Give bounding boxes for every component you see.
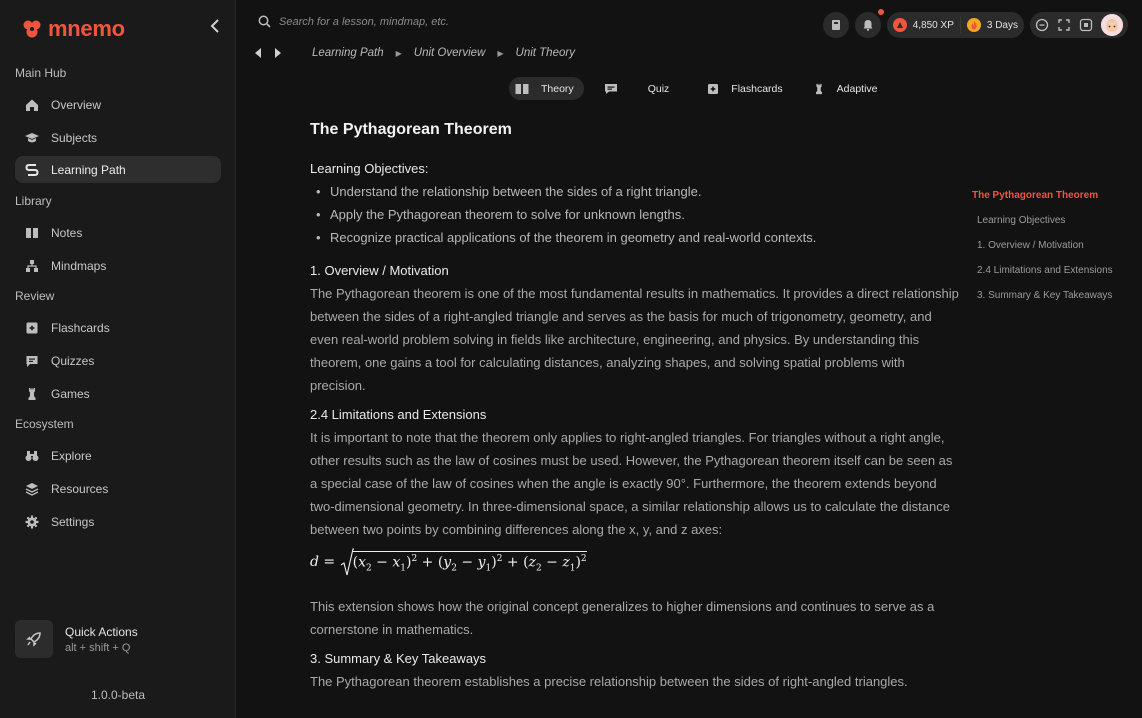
sidebar-item-label: Resources: [51, 481, 109, 496]
flame-icon: [967, 18, 981, 32]
notification-dot: [878, 9, 884, 15]
toc-item-objectives[interactable]: Learning Objectives: [977, 215, 1066, 226]
toc-item-summary[interactable]: 3. Summary & Key Takeaways: [977, 290, 1113, 301]
gear-icon: [25, 515, 39, 529]
app-version: 1.0.0-beta: [90, 688, 146, 702]
home-icon: [25, 98, 39, 112]
fullscreen-icon[interactable]: [1057, 18, 1071, 32]
sidebar-item-label: Quizzes: [51, 353, 95, 368]
tab-adaptive[interactable]: [807, 77, 888, 100]
sidebar-item-label: Flashcards: [51, 320, 110, 335]
tab-label: Adaptive: [836, 82, 878, 95]
notifications-button[interactable]: [855, 12, 881, 38]
toc-item-overview[interactable]: 1. Overview / Motivation: [977, 240, 1084, 251]
bell-icon: [862, 19, 874, 31]
streak-value: 3 Days: [986, 19, 1018, 31]
section-text-limitations: It is important to note that the theorem only applies to right-angled triangles. For triangles without a right angle, other results such as the law of cosines must be used. However, the Pythagorean theorem itself can be seen as a special case of the law of cosines when the angle is exactly 90°. Furthermore, the theorem extends beyond two-dimensional geometry. In three-dimensional space, a similar relationship allows us to calculate the distance between two points by combining differences along the x, y, and z axes:: [310, 430, 953, 537]
breadcrumb-separator-icon: ▶: [395, 48, 402, 58]
chess-icon: [813, 83, 825, 95]
tab-quiz[interactable]: [598, 77, 680, 100]
tab-label: Theory: [541, 82, 574, 95]
sidebar-item-quizzes[interactable]: [15, 347, 221, 374]
sidebar-item-games[interactable]: [15, 380, 221, 407]
chess-icon: [25, 387, 39, 401]
search-icon: [258, 15, 271, 28]
tab-theory[interactable]: [509, 77, 584, 100]
binoculars-icon: [25, 449, 39, 463]
minimize-icon[interactable]: [1035, 18, 1049, 32]
tab-label: Flashcards: [731, 82, 783, 95]
avatar[interactable]: [1101, 14, 1123, 36]
logo[interactable]: [22, 16, 125, 42]
quick-actions-shortcut: alt + shift + Q: [65, 641, 131, 654]
close-icon[interactable]: [1079, 18, 1093, 32]
breadcrumb-item-learning-path[interactable]: Learning Path: [312, 47, 384, 59]
book-icon: [25, 226, 39, 240]
chevron-left-icon: [210, 19, 220, 33]
sidebar-item-learning-path[interactable]: [15, 156, 221, 183]
logo-text: mnemo: [48, 16, 125, 41]
sidebar-item-resources[interactable]: [15, 475, 221, 502]
quick-actions[interactable]: [15, 620, 138, 658]
graduation-cap-icon: [25, 131, 39, 145]
sidebar-item-settings[interactable]: [15, 508, 221, 535]
breadcrumb-item-unit-overview[interactable]: Unit Overview: [413, 47, 486, 59]
list-item: • Understand the relationship between the sides of a right triangle.: [310, 180, 960, 203]
flashcard-icon: [707, 83, 719, 95]
section-heading-limitations: 2.4 Limitations and Extensions: [310, 407, 487, 422]
xp-value: 4,850 XP: [912, 19, 954, 31]
sidebar-item-mindmaps[interactable]: [15, 252, 221, 279]
topbar: [236, 0, 1142, 46]
tab-flashcards[interactable]: [701, 77, 792, 100]
toc-item-title[interactable]: The Pythagorean Theorem: [972, 190, 1099, 201]
article-title: The Pythagorean Theorem: [310, 121, 512, 138]
mindmap-icon: [25, 259, 39, 273]
section-title-library: Library: [15, 194, 52, 208]
objectives-list: [310, 180, 960, 249]
sidebar-item-label: Overview: [51, 97, 102, 112]
rocket-icon: [15, 620, 53, 658]
breadcrumb-item-unit-theory[interactable]: Unit Theory: [515, 47, 575, 59]
sidebar-item-label: Settings: [51, 514, 95, 529]
book-open-icon: [515, 83, 529, 95]
sqrt-symbol-icon: [340, 547, 354, 577]
section-text-overview: The Pythagorean theorem is one of the most fundamental results in mathematics. It provides a direct relationship between the sides of a right-angled triangle and serves as the basis for much of trigonometry, geometry, and even real-world problem solving in fields like architecture, engineering, and physics. By understanding this theorem, one gains a tool for calculating distances, analyzing shapes, and solving spatial problems with precision.: [310, 286, 959, 393]
sidebar-item-overview[interactable]: [15, 91, 221, 118]
sidebar-item-flashcards[interactable]: [15, 314, 221, 341]
distance-formula: d = $(x_2 - x_1)^2 + (y_2 - y_1)^2 + (z_2 - z_1)^2$: [310, 545, 960, 579]
section-title-ecosystem: Ecosystem: [15, 417, 74, 431]
collapse-sidebar-button[interactable]: [206, 17, 224, 35]
table-of-contents: [972, 189, 1113, 314]
forward-button[interactable]: [274, 48, 282, 58]
tab-label: Quiz: [647, 82, 670, 95]
bookmark-button[interactable]: [823, 12, 849, 38]
section-title-main-hub: Main Hub: [15, 66, 67, 80]
brain-logo-icon: [22, 19, 42, 39]
list-item: • Recognize practical applications of the theorem in geometry and real-world contexts.: [310, 226, 960, 249]
back-button[interactable]: [254, 48, 262, 58]
search-placeholder: Search for a lesson, mindmap, etc.: [279, 15, 449, 28]
sidebar-item-notes[interactable]: [15, 219, 221, 246]
section-title-review: Review: [15, 289, 55, 303]
sidebar-item-label: Subjects: [51, 130, 98, 145]
section-heading-overview: 1. Overview / Motivation: [310, 263, 449, 278]
list-item: • Apply the Pythagorean theorem to solve for unknown lengths.: [310, 203, 960, 226]
quick-actions-title: Quick Actions: [65, 624, 138, 639]
sidebar-item-explore[interactable]: [15, 442, 221, 469]
quiz-icon: [25, 354, 39, 368]
article: [310, 121, 960, 703]
path-icon: [25, 163, 39, 177]
content-tabs: [509, 77, 888, 100]
bookmark-icon: [831, 19, 841, 31]
window-controls: [1030, 12, 1128, 38]
sidebar-item-label: Learning Path: [51, 162, 126, 177]
breadcrumb-separator-icon: ▶: [497, 48, 504, 58]
section-heading-summary: 3. Summary & Key Takeaways: [310, 651, 487, 666]
sidebar-item-label: Games: [51, 386, 90, 401]
objectives-heading: Learning Objectives:: [310, 161, 429, 176]
toc-item-limitations[interactable]: 2.4 Limitations and Extensions: [977, 265, 1113, 276]
xp-badge-icon: [893, 18, 907, 32]
caret-left-icon: [254, 48, 262, 58]
stats-pill[interactable]: [887, 12, 1024, 38]
caret-right-icon: [274, 48, 282, 58]
chat-icon: [604, 83, 618, 95]
breadcrumb: [254, 47, 575, 59]
search-input[interactable]: [258, 15, 449, 28]
sidebar-item-label: Explore: [51, 448, 92, 463]
flashcard-icon: [25, 321, 39, 335]
section-text-summary: The Pythagorean theorem establishes a precise relationship between the sides of right-angled triangles.: [310, 674, 908, 689]
layers-icon: [25, 482, 39, 496]
sidebar-item-label: Notes: [51, 225, 83, 240]
pill-divider: [960, 17, 961, 33]
sidebar-item-label: Mindmaps: [51, 258, 107, 273]
section-text-extension: This extension shows how the original concept generalizes to higher dimensions and continues to serve as a cornerstone in mathematics.: [310, 599, 935, 637]
sidebar-item-subjects[interactable]: [15, 124, 221, 151]
sidebar: [0, 0, 236, 718]
